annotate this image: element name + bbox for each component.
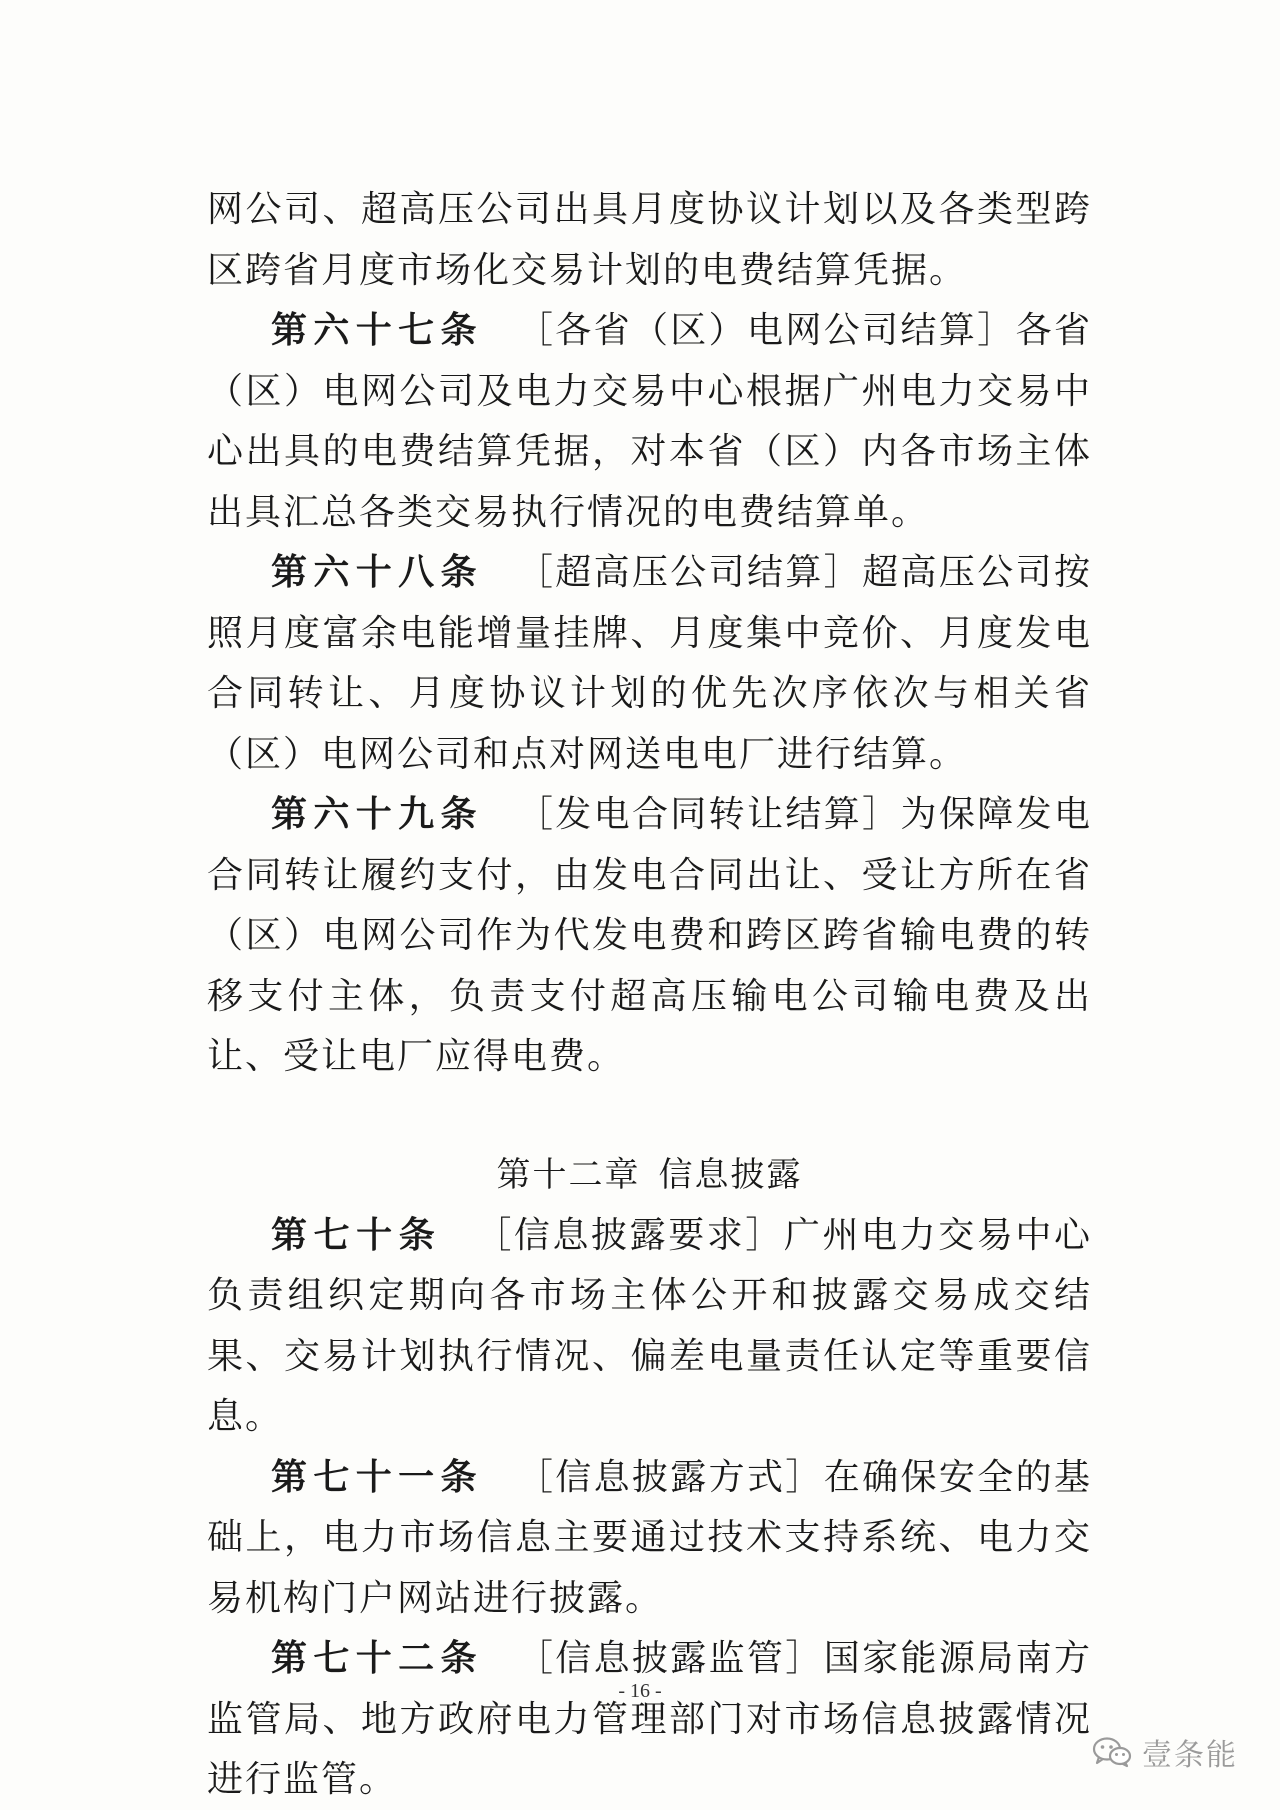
watermark: [1092, 1730, 1238, 1774]
article-71-title: 第七十一条: [271, 1456, 483, 1498]
article-72-title: 第七十二条: [271, 1638, 483, 1679]
chapter-number: 第十二章: [496, 1154, 641, 1195]
article-69: [207, 785, 1092, 1088]
article-71: [207, 1448, 1092, 1630]
article-71-text: ［信息披露方式］在确保安全的基础上，电力市场信息主要通过技术支持系统、电力交易机构门户网站进行披露。: [207, 1456, 1092, 1619]
article-72: [207, 1629, 1092, 1811]
article-70: [207, 1206, 1092, 1448]
article-67-text: ［各省（区）电网公司结算］各省（区）电网公司及电力交易中心根据广州电力交易中心出具的电费结算凭据，对本省（区）内各市场主体出具汇总各类交易执行情况的电费结算单。: [207, 310, 1092, 533]
article-69-title: 第六十九条: [271, 794, 483, 835]
article-69-text: ［发电合同转让结算］为保障发电合同转让履约支付，由发电合同出让、受让方所在省（区）电网公司作为代发电费和跨区跨省输电费的转移支付主体，负责支付超高压输电公司输电费及出让、受让电厂应得电费。: [207, 794, 1092, 1077]
article-68-text: ［超高压公司结算］超高压公司按照月度富余电能增量挂牌、月度集中竞价、月度发电合同转让、月度协议计划的优先次序依次与相关省（区）电网公司和点对网送电电厂进行结算。: [207, 552, 1092, 775]
article-67-title: 第六十七条: [271, 310, 483, 351]
chapter-name: 信息披露: [658, 1154, 803, 1195]
article-72-text: ［信息披露监管］国家能源局南方监管局、地方政府电力管理部门对市场信息披露情况进行监管。: [207, 1638, 1092, 1800]
document-body: [207, 180, 1092, 1811]
wechat-icon: [1092, 1736, 1132, 1768]
page-number: - 16 -: [618, 1680, 662, 1702]
article-67: [207, 301, 1092, 543]
chapter-heading: [207, 1144, 1092, 1206]
article-70-title: 第七十条: [271, 1214, 442, 1256]
watermark-text: 壹条能: [1142, 1738, 1238, 1773]
article-70-text: ［信息披露要求］广州电力交易中心负责组织定期向各市场主体公开和披露交易成交结果、交易计划执行情况、偏差电量责任认定等重要信息。: [207, 1214, 1092, 1437]
article-68: [207, 543, 1092, 785]
continuation-paragraph: 网公司、超高压公司出具月度协议计划以及各类型跨区跨省月度市场化交易计划的电费结算凭据。: [207, 189, 1092, 291]
article-68-title: 第六十八条: [271, 552, 483, 593]
